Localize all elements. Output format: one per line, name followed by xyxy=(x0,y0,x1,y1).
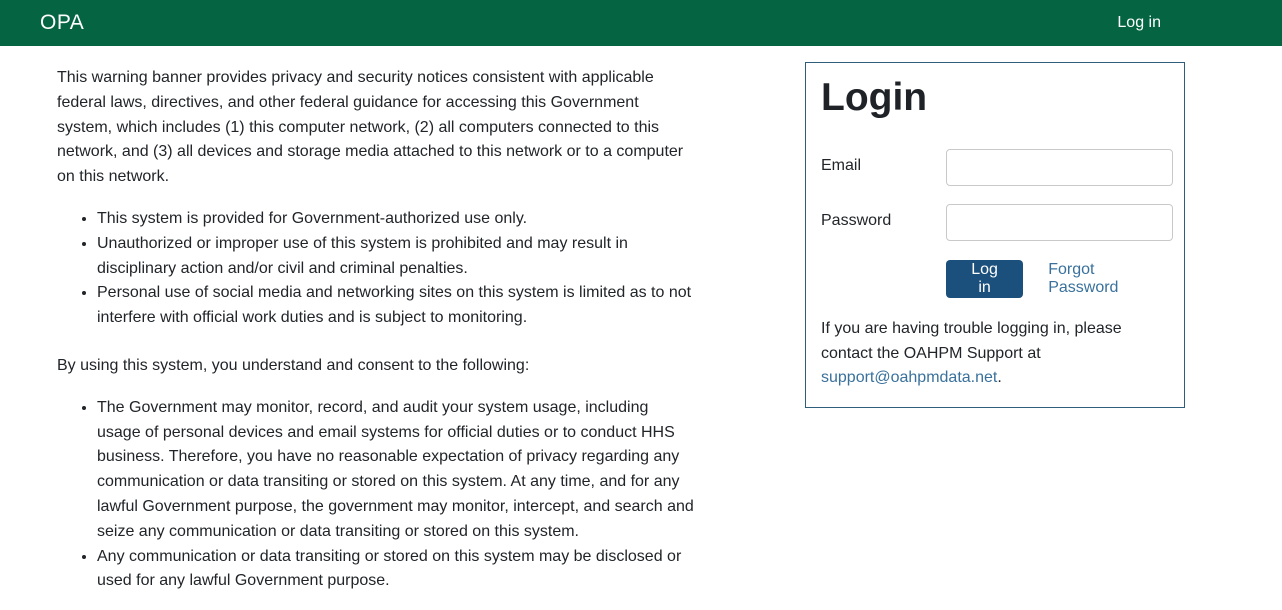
list-item: • The Government may monitor, record, and audit your system usage, including usage of personal devices and email systems for official duties or to conduct HHS business. Therefore, you have no reasonable expectation of privacy regarding any communication or data transiting or stored on this system. At any time, and for any lawful Government purpose, the government may monitor, intercept, and search and seize any communication or data transiting or stored on this system. xyxy=(97,396,695,545)
login-title: Login xyxy=(821,76,928,119)
list-item: • This system is provided for Government-authorized use only. xyxy=(97,207,695,232)
brand-logo[interactable]: OPA xyxy=(40,11,85,34)
password-input[interactable] xyxy=(946,204,1173,241)
email-label: Email xyxy=(821,156,862,174)
support-email-link[interactable]: support@oahpmdata.net xyxy=(821,369,998,387)
warning-list-1 xyxy=(57,207,695,331)
login-actions xyxy=(946,260,1168,298)
nav-login-link[interactable]: Log in xyxy=(1117,14,1161,31)
login-button[interactable]: Log in xyxy=(946,260,1023,298)
help-text-prefix: If you are having trouble logging in, please contact the OAHPM Support at xyxy=(821,319,1122,362)
warning-paragraph-1: This warning banner provides privacy and security notices consistent with applicable federal laws, directives, and other federal guidance for accessing this Government system, which includes (1) this computer network, (2) all computers connected to this network, and (3) all devices and storage media attached to this network or to a computer on this network. xyxy=(57,69,684,186)
list-item: • Unauthorized or improper use of this system is prohibited and may result in disciplinary action and/or civil and criminal penalties. xyxy=(97,232,695,282)
login-help-text xyxy=(821,317,1173,391)
email-input[interactable] xyxy=(946,149,1173,186)
password-label: Password xyxy=(821,211,892,229)
forgot-password-link[interactable]: Forgot Password xyxy=(1048,260,1119,296)
list-item: • Personal use of social media and networking sites on this system is limited as to not interfere with official work duties and is subject to monitoring. xyxy=(97,281,695,331)
app-header xyxy=(0,0,1282,46)
email-row xyxy=(821,149,1168,186)
login-card xyxy=(805,62,1185,408)
warning-banner xyxy=(57,66,695,610)
help-text-suffix: . xyxy=(997,369,1002,387)
warning-paragraph-2: By using this system, you understand and consent to the following: xyxy=(57,356,530,374)
list-item: • Any communication or data transiting or stored on this system may be disclosed or used for any lawful Government purpose. xyxy=(97,545,695,595)
password-row xyxy=(821,204,1168,241)
warning-list-2 xyxy=(57,396,695,594)
